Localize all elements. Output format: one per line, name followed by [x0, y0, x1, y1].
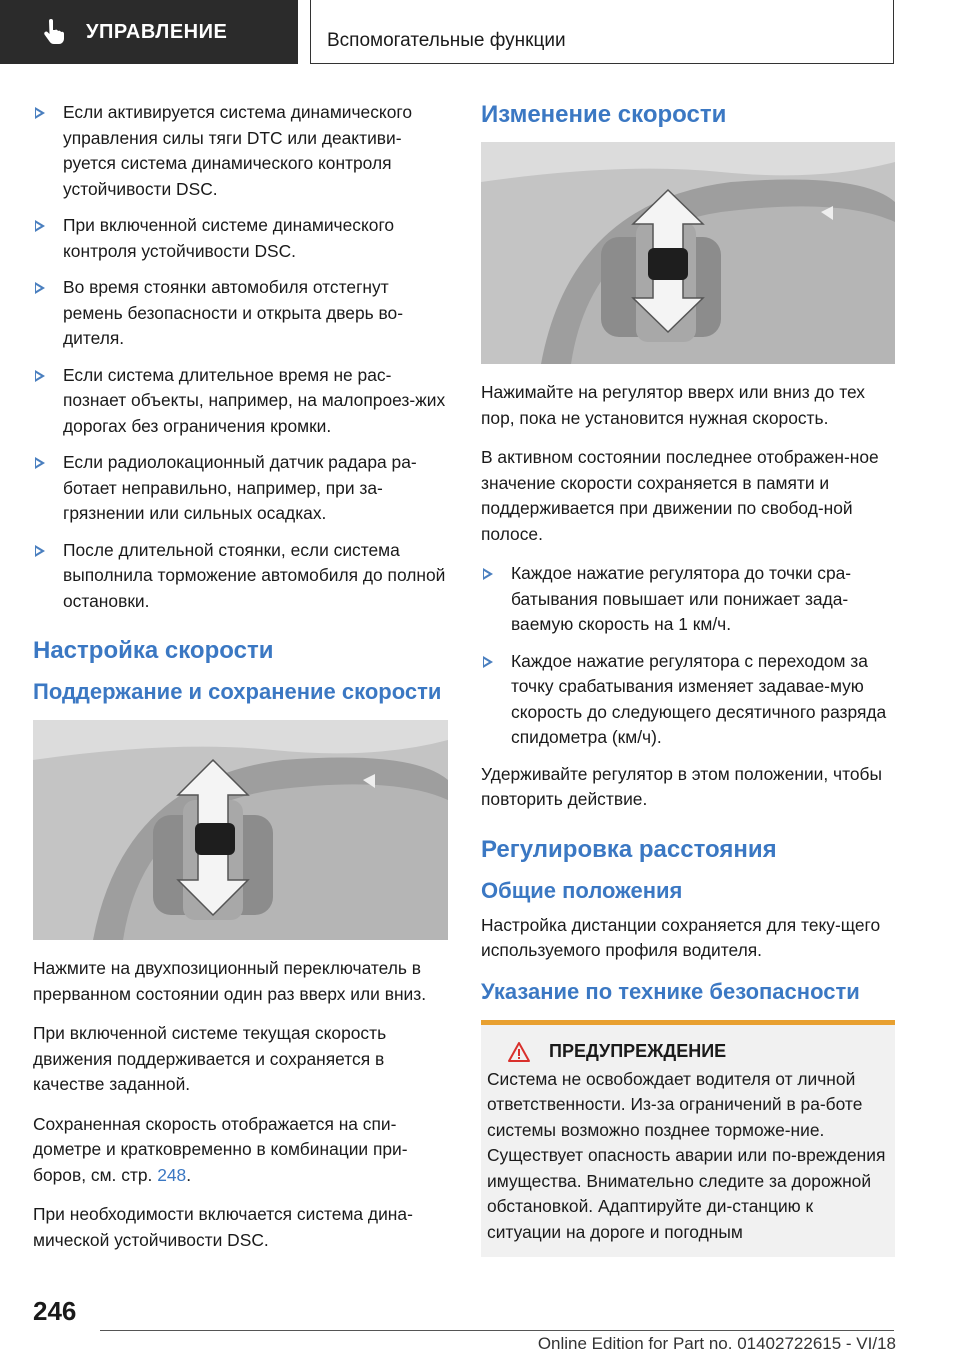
- list-item: После длительной стоянки, если система выполнила торможение автомобиля до полной остановки.: [33, 538, 448, 615]
- list-item: Если система длительное время не рас-познает объекты, например, на малопроез-жих дорогах без ограничения кромки.: [33, 363, 448, 440]
- left-column: [33, 100, 448, 1267]
- bullet-triangle-icon: [35, 282, 45, 294]
- bullet-triangle-icon: [35, 107, 45, 119]
- chapter-title: Вспомогательные функции: [327, 30, 566, 51]
- section-label: УПРАВЛЕНИЕ: [86, 20, 228, 43]
- right-column: [481, 100, 895, 1257]
- list-item: При включенной системе динамического контроля устойчивости DSC.: [33, 213, 448, 264]
- paragraph: В активном состоянии последнее отображен-ное значение скорости сохраняется в памяти и поддерживается при движении по свобод-ной полосе.: [481, 447, 879, 544]
- footer-divider: [100, 1330, 894, 1331]
- list-item: Каждое нажатие регулятора с переходом за точку срабатывания изменяет задавае-мую скорость до следующего десятичного разряда спидометра (км/ч).: [481, 649, 895, 751]
- paragraph: Настройка дистанции сохраняется для теку-щего используемого профиля водителя.: [481, 914, 881, 960]
- bullet-triangle-icon: [483, 656, 493, 668]
- paragraph: Удерживайте регулятор в этом положении, чтобы повторить действие.: [481, 763, 883, 809]
- warning-triangle-icon: [507, 1041, 531, 1063]
- heading-distance: Регулировка расстояния: [481, 835, 777, 863]
- bullet-triangle-icon: [35, 220, 45, 232]
- warning-text: Система не освобождает водителя от личной ответственности. Из-за ограничений в ра-боте системы возможно позднее торможе-ние. Существует опасность аварии или по-вреждения имущества. Внимательно следите за дорожной обстановкой. Адаптируйте ди-станцию к ситуации на дороге и погодным: [487, 1068, 886, 1242]
- paragraph: При включенной системе текущая скорость движения поддерживается и сохраняется в качестве заданной.: [33, 1023, 387, 1094]
- edition-note: Online Edition for Part no. 01402722615 - VI/18: [537, 1334, 896, 1353]
- warning-header: [487, 1041, 889, 1063]
- chapter-header: [310, 0, 894, 64]
- subheading-keep-speed: Поддержание и сохранение скорости: [33, 679, 442, 704]
- section-tab: [0, 0, 298, 64]
- subheading-general: Общие положения: [481, 877, 683, 903]
- steering-wheel-switch-figure: [33, 720, 448, 940]
- subheading-safety: Указание по технике безопасности: [481, 978, 860, 1004]
- hand-pointer-icon: [40, 18, 68, 46]
- warning-title: ПРЕДУПРЕЖДЕНИЕ: [549, 1041, 727, 1061]
- paragraph: Нажимайте на регулятор вверх или вниз до тех пор, пока не установится нужная скорость.: [481, 382, 865, 428]
- bullet-triangle-icon: [35, 457, 45, 469]
- deactivation-list: [33, 100, 448, 614]
- list-item: Если активируется система динамического управления силы тяги DTC или деактиви-руется система динамического контроля устойчивости DSC.: [33, 100, 448, 202]
- list-item: Каждое нажатие регулятора до точки сра-батывания повышает или понижает зада-ваемую скорость на 1 км/ч.: [481, 561, 895, 638]
- warning-box: [481, 1020, 895, 1258]
- bullet-triangle-icon: [35, 545, 45, 557]
- bullet-triangle-icon: [35, 370, 45, 382]
- paragraph: Сохраненная скорость отображается на спи-дометре и кратковременно в комбинации при-боров, см. стр. 248.: [33, 1113, 408, 1185]
- list-item: Если радиолокационный датчик радара ра-ботает неправильно, например, при за-грязнении или сильных осадках.: [33, 450, 448, 527]
- paragraph: При необходимости включается система дина-мической устойчивости DSC.: [33, 1204, 413, 1250]
- speed-change-list: [481, 561, 895, 751]
- page-reference-link[interactable]: 248: [157, 1164, 187, 1185]
- page-number: 246: [33, 1296, 77, 1326]
- heading-speed-change: Изменение скорости: [481, 101, 727, 128]
- list-item: Во время стоянки автомобиля отстегнут ремень безопасности и открыта дверь во-дителя.: [33, 275, 448, 352]
- steering-wheel-switch-figure-2: [481, 142, 895, 364]
- bullet-triangle-icon: [483, 568, 493, 580]
- heading-speed-setting: Настройка скорости: [33, 637, 274, 664]
- paragraph: Нажмите на двухпозиционный переключатель в прерванном состоянии один раз вверх или вниз.: [33, 958, 427, 1004]
